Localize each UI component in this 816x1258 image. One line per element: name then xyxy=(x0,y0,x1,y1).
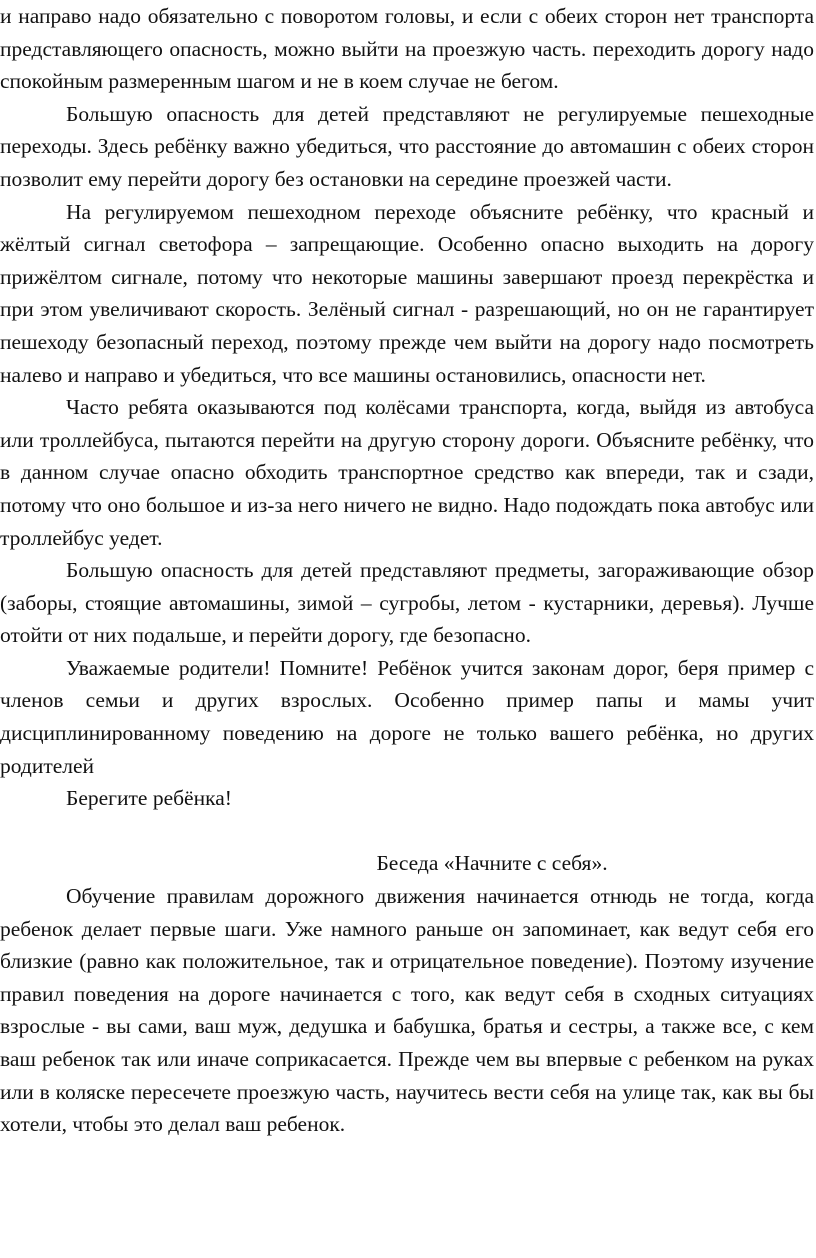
paragraph-take-care: Берегите ребёнка! xyxy=(66,786,232,811)
paragraph-start-with-yourself: Обучение правилам дорожного движения начинается отнюдь не тогда, когда ребенок делает первые шаги. Уже намного раньше он запоминает, как ведут себя его близкие (равно как положительное, так и отрицательное поведение). Поэтому изучение правил поведения на дороге начинается с того, как ведут себя в сходных ситуациях взрослые - вы сами, ваш муж, дедушка и бабушка, братья и сестры, а также все, с кем ваш ребенок так или иначе соприкасается. Прежде чем вы впервые с ребенком на руках или в коляске пересечете проезжую часть, научитесь вести себя на улице так, как вы бы хотели, чтобы это делал ваш ребенок. xyxy=(0,884,814,1137)
paragraph-unregulated-crossings: Большую опасность для детей представляют не регулируемые пешеходные переходы. Здесь ребёнку важно убедиться, что расстояние до автомашин с обеих сторон позволит ему перейти дорогу без остановки на середине проезжей части. xyxy=(0,101,814,191)
paragraph-bus-trolleybus: Часто ребята оказываются под колёсами транспорта, когда, выйдя из автобуса или троллейбуса, пытаются перейти на другую сторону дороги. Объясните ребёнку, что в данном случае опасно обходить транспортное средство как впереди, так и сзади, потому что оно большое и из-за него ничего не видно. Надо подождать пока автобус или троллейбус уедет. xyxy=(0,395,814,550)
section-title: Беседа «Начните с себя». xyxy=(376,851,608,876)
paragraph-view-obstacles: Большую опасность для детей представляют предметы, загораживающие обзор (заборы, стоящие автомашины, зимой – сугробы, летом - кустарники, деревья). Лучше отойти от них подальше, и перейти дорогу, где безопасно. xyxy=(0,558,814,648)
blank-line xyxy=(0,815,814,848)
paragraph-continuation: и направо надо обязательно с поворотом головы, и если с обеих сторон нет транспорта представляющего опасность, можно выйти на проезжую часть. переходить дорогу надо спокойным размеренным шагом и не в коем случае не бегом. xyxy=(0,4,814,94)
paragraph-dear-parents: Уважаемые родители! Помните! Ребёнок учится законам дорог, беря пример с членов семьи и других взрослых. Особенно пример папы и мамы учит дисциплинированному поведению на дороге не только вашего ребёнка, но других родителей xyxy=(0,655,814,778)
paragraph-regulated-crossing: На регулируемом пешеходном переходе объясните ребёнку, что красный и жёлтый сигнал светофора – запрещающие. Особенно опасно выходить на дорогу прижёлтом сигнале, потому что некоторые машины завершают проезд перекрёстка и при этом увеличивают скорость. Зелёный сигнал - разрешающий, но он не гарантирует пешеходу безопасный переход, поэтому прежде чем выйти на дорогу надо посмотреть налево и направо и убедиться, что все машины остановились, опасности нет. xyxy=(0,199,814,387)
